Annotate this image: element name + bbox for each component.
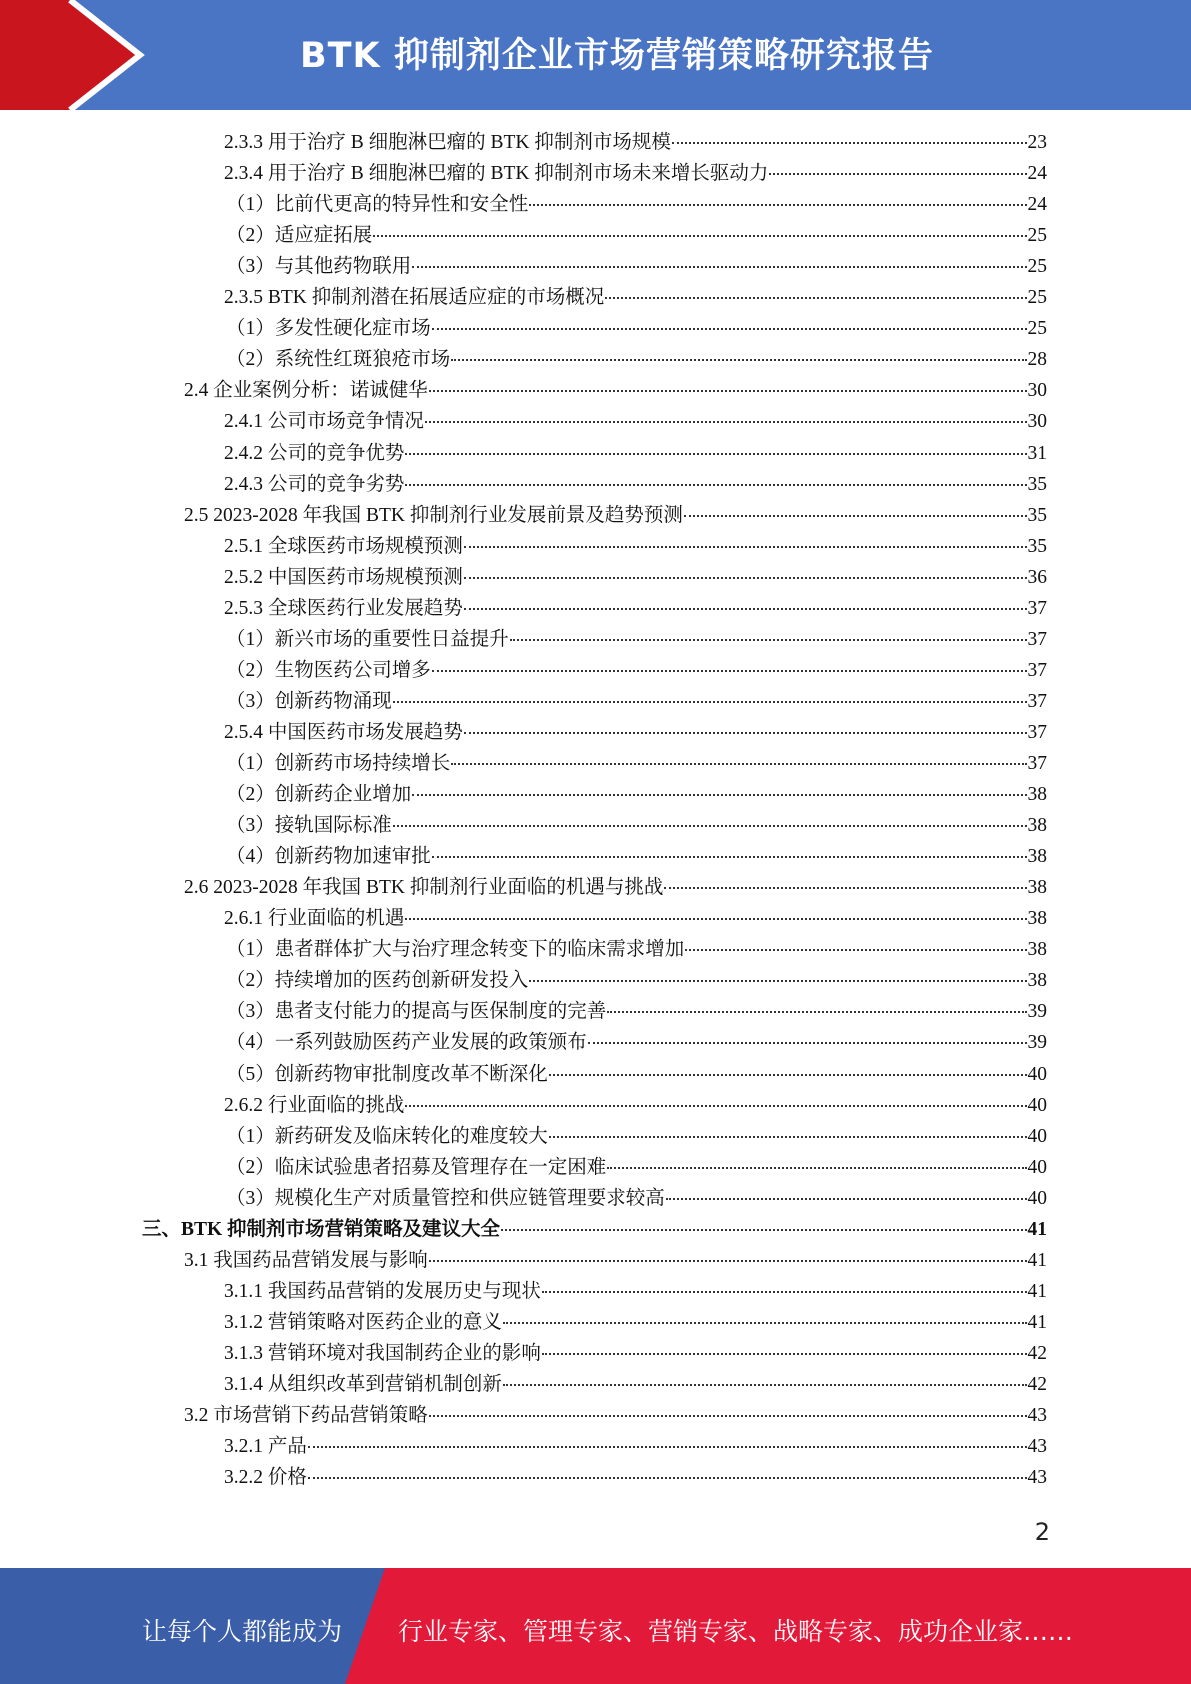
toc-entry-label: 2.5.1 全球医药市场规模预测 [224,535,463,557]
toc-entry-label: （3）规模化生产对质量管控和供应链管理要求较高 [226,1187,665,1209]
toc-leader-dots [542,1291,1027,1293]
toc-leader-dots [685,949,1026,951]
toc-entry[interactable] [226,686,1047,717]
toc-entry-page: 37 [1027,690,1047,712]
toc-entry[interactable] [224,531,1047,562]
toc-entry[interactable] [226,313,1047,344]
toc-entry-label: （1）创新药市场持续增长 [226,753,451,774]
toc-leader-dots [549,1136,1027,1138]
toc-entry-page: 24 [1027,163,1047,185]
toc-entry-page: 35 [1027,535,1047,557]
toc-entry-page: 37 [1027,659,1047,681]
toc-leader-dots [432,670,1027,672]
toc-entry-page: 43 [1027,1436,1047,1458]
toc-entry[interactable] [224,1276,1047,1307]
toc-entry-page: 41 [1027,1280,1047,1302]
toc-leader-dots [393,825,1027,827]
toc-entry-page: 43 [1027,1405,1047,1427]
toc-leader-dots [412,266,1026,268]
toc-entry-label: （1）比前代更高的特异性和安全性 [226,194,529,216]
toc-entry-page: 25 [1027,287,1047,309]
page-footer [0,1568,1191,1684]
toc-entry[interactable] [224,406,1047,437]
toc-leader-dots [373,235,1026,237]
toc-entry[interactable] [224,903,1047,934]
toc-entry-label: （2）生物医药公司增多 [226,659,431,681]
toc-entry-label: 2.5.4 中国医药市场发展趋势 [224,721,463,743]
toc-entry-page: 38 [1027,846,1047,868]
toc-entry-label: 3.1.1 我国药品营销的发展历史与现状 [224,1280,541,1302]
toc-leader-dots [429,390,1027,392]
toc-entry[interactable] [226,748,1047,779]
toc-entry-label: 2.6.2 行业面临的挑战 [224,1094,405,1116]
toc-entry-page: 24 [1027,194,1047,216]
toc-entry-label: （3）患者支付能力的提高与医保制度的完善 [226,1001,607,1023]
toc-entry-page: 38 [1027,939,1047,961]
footer-slogan-left: 让每个人都能成为 [142,1617,343,1646]
toc-entry[interactable] [226,251,1047,282]
toc-entry[interactable] [226,841,1047,872]
toc-leader-dots [549,1074,1027,1076]
toc-entry[interactable] [226,624,1047,655]
toc-leader-dots [464,732,1027,734]
toc-leader-dots [425,421,1027,423]
toc-entry-page: 42 [1027,1342,1047,1364]
toc-entry-label: （1）新兴市场的重要性日益提升 [226,628,509,650]
toc-entry-label: （1）新药研发及临床转化的难度较大 [226,1125,548,1147]
toc-entry-page: 43 [1027,1467,1047,1489]
toc-entry-label: 2.5.3 全球医药行业发展趋势 [224,597,463,619]
toc-entry-page: 38 [1027,877,1047,899]
toc-leader-dots [308,1446,1027,1448]
toc-entry[interactable] [226,1152,1047,1183]
toc-entry-label: 2.4.2 公司的竞争优势 [224,442,405,464]
toc-leader-dots [501,1229,1026,1231]
toc-entry[interactable] [226,779,1047,810]
header-title: BTK 抑制剂企业市场营销策略研究报告 [300,36,934,76]
toc-entry-label: 3.1.4 从组织改革到营销机制创新 [224,1374,502,1395]
toc-leader-dots [429,1260,1027,1262]
toc-leader-dots [510,639,1027,641]
toc-entry[interactable] [224,717,1047,748]
toc-entry-label: （2）适应症拓展 [226,225,373,247]
toc-entry-page: 40 [1027,1156,1047,1178]
toc-entry[interactable] [224,127,1047,158]
toc-leader-dots [405,484,1026,486]
toc-entry-page: 37 [1027,753,1047,774]
toc-leader-dots [672,142,1027,144]
toc-entry-page: 25 [1027,225,1047,247]
toc-entry[interactable] [226,934,1047,965]
toc-entry-page: 30 [1027,411,1047,433]
toc-entry[interactable] [184,1400,1047,1431]
toc-leader-dots [684,515,1027,517]
toc-entry-page: 38 [1027,908,1047,930]
toc-entry-page: 41 [1027,1311,1047,1333]
toc-entry[interactable] [224,282,1047,313]
toc-entry[interactable] [224,1369,1047,1400]
toc-entry-page: 35 [1027,473,1047,495]
toc-entry[interactable] [226,810,1047,841]
toc-entry[interactable] [226,996,1047,1027]
toc-entry-label: 3.2.2 价格 [224,1467,307,1489]
toc-entry-page: 39 [1027,1032,1047,1054]
toc-leader-dots [588,1042,1027,1044]
footer-slogan-right: 行业专家、管理专家、营销专家、战略专家、成功企业家…… [398,1617,1074,1646]
toc-entry[interactable] [224,469,1047,500]
toc-leader-dots [393,701,1027,703]
toc-entry[interactable] [224,158,1047,189]
toc-entry-label: 2.6 2023-2028 年我国 BTK 抑制剂行业面临的机遇与挑战 [184,877,664,899]
toc-leader-dots [405,918,1026,920]
toc-entry[interactable] [226,1183,1047,1214]
toc-entry-label: 2.5 2023-2028 年我国 BTK 抑制剂行业发展前景及趋势预测 [184,504,683,526]
toc-leader-dots [432,328,1027,330]
toc-leader-dots [503,1322,1027,1324]
toc-entry[interactable] [184,872,1047,903]
toc-leader-dots [464,546,1027,548]
toc-entry[interactable] [224,1338,1047,1369]
header-red-chevron [0,0,140,110]
toc-entry[interactable] [224,1462,1047,1493]
toc-leader-dots [451,763,1026,765]
toc-leader-dots [529,980,1026,982]
toc-entry[interactable] [226,965,1047,996]
toc-entry-page: 35 [1027,504,1047,526]
toc-leader-dots [607,1011,1026,1013]
toc-entry-label: （5）创新药物审批制度改革不断深化 [226,1063,548,1085]
toc-entry-label: 2.5.2 中国医药市场规模预测 [224,566,463,588]
toc-entry[interactable] [142,1214,1047,1245]
toc-entry-label: 3.1.3 营销环境对我国制药企业的影响 [224,1342,541,1364]
toc-entry-label: 2.4.3 公司的竞争劣势 [224,473,405,495]
toc-entry[interactable] [224,1090,1047,1121]
toc-entry-label: （2）系统性红斑狼疮市场 [226,349,451,371]
toc-leader-dots [607,1167,1026,1169]
toc-entry-label: （4）一系列鼓励医药产业发展的政策颁布 [226,1032,587,1054]
toc-entry-label: （1）多发性硬化症市场 [226,318,431,340]
toc-entry-label: 2.4 企业案例分析：诺诚健华 [184,380,428,402]
toc-leader-dots [605,297,1026,299]
toc-entry-page: 40 [1027,1187,1047,1209]
page-header [0,0,1191,110]
toc-entry-label: 3.2.1 产品 [224,1436,307,1458]
toc-entry[interactable] [184,1245,1047,1276]
toc-entry-page: 38 [1027,784,1047,806]
toc-entry-page: 28 [1027,349,1047,371]
toc-leader-dots [451,359,1026,361]
toc-entry[interactable] [224,593,1047,624]
toc-entry-page: 25 [1027,256,1047,278]
toc-entry[interactable] [226,220,1047,251]
toc-entry-page: 41 [1027,1249,1047,1271]
toc-entry-page: 41 [1027,1218,1047,1240]
toc-entry-label: （3）与其他药物联用 [226,256,412,278]
toc-entry[interactable] [224,562,1047,593]
page-number: 2 [1034,1518,1050,1546]
toc-entry[interactable] [184,375,1047,406]
toc-leader-dots [432,856,1027,858]
toc-entry-label: 2.3.4 用于治疗 B 细胞淋巴瘤的 BTK 抑制剂市场未来增长驱动力 [224,163,769,185]
toc-entry[interactable] [226,344,1047,375]
toc-entry-label: 2.3.5 BTK 抑制剂潜在拓展适应症的市场概况 [224,287,605,309]
toc-leader-dots [664,887,1026,889]
toc-leader-dots [666,1198,1027,1200]
toc-entry-page: 25 [1027,318,1047,340]
toc-entry-page: 23 [1027,132,1047,153]
toc-leader-dots [464,577,1027,579]
toc-entry-page: 36 [1027,566,1047,588]
toc-leader-dots [405,1105,1026,1107]
toc-entry-page: 40 [1027,1125,1047,1147]
toc-entry-label: 2.6.1 行业面临的机遇 [224,908,405,930]
toc-entry[interactable] [184,500,1047,531]
toc-leader-dots [542,1353,1027,1355]
toc-entry-label: 2.4.1 公司市场竞争情况 [224,411,424,433]
toc-entry-label: 3.1 我国药品营销发展与影响 [184,1249,428,1271]
toc-leader-dots [412,794,1026,796]
toc-leader-dots [769,173,1026,175]
toc-entry-page: 40 [1027,1063,1047,1085]
toc-entry[interactable] [226,1121,1047,1152]
toc-entry-page: 42 [1027,1374,1047,1395]
toc-entry-page: 37 [1027,721,1047,743]
toc-entry-page: 37 [1027,628,1047,650]
toc-leader-dots [503,1384,1027,1386]
toc-entry-page: 30 [1027,380,1047,402]
toc-entry-page: 38 [1027,815,1047,837]
toc-entry-page: 39 [1027,1001,1047,1023]
toc-entry[interactable] [226,1027,1047,1058]
toc-entry[interactable] [226,655,1047,686]
toc-entry-label: （2）持续增加的医药创新研发投入 [226,970,529,992]
toc-entry-page: 31 [1027,442,1047,464]
toc-entry-label: （3）创新药物涌现 [226,690,392,712]
toc-entry-label: 3.1.2 营销策略对医药企业的意义 [224,1311,502,1333]
toc-entry-page: 40 [1027,1094,1047,1116]
toc-leader-dots [308,1477,1027,1479]
toc-entry[interactable] [224,1431,1047,1462]
toc-entry[interactable] [224,1307,1047,1338]
toc-entry-label: （2）创新药企业增加 [226,784,412,806]
toc-entry[interactable] [226,1059,1047,1090]
toc-entry[interactable] [224,438,1047,469]
toc-entry-page: 37 [1027,597,1047,619]
toc-entry-page: 38 [1027,970,1047,992]
toc-entry-label: （4）创新药物加速审批 [226,846,431,868]
toc-entry-label: （2）临床试验患者招募及管理存在一定困难 [226,1156,607,1178]
toc-leader-dots [429,1415,1027,1417]
toc-leader-dots [405,453,1026,455]
toc-entry-label: 三、BTK 抑制剂市场营销策略及建议大全 [142,1218,501,1240]
toc-entry-label: （3）接轨国际标准 [226,815,392,837]
toc-entry[interactable] [226,189,1047,220]
toc-entry-label: 3.2 市场营销下药品营销策略 [184,1405,428,1427]
toc-entry-label: （1）患者群体扩大与治疗理念转变下的临床需求增加 [226,939,685,961]
toc-leader-dots [464,608,1027,610]
toc-leader-dots [529,204,1026,206]
toc-entry-label: 2.3.3 用于治疗 B 细胞淋巴瘤的 BTK 抑制剂市场规模 [224,132,671,153]
